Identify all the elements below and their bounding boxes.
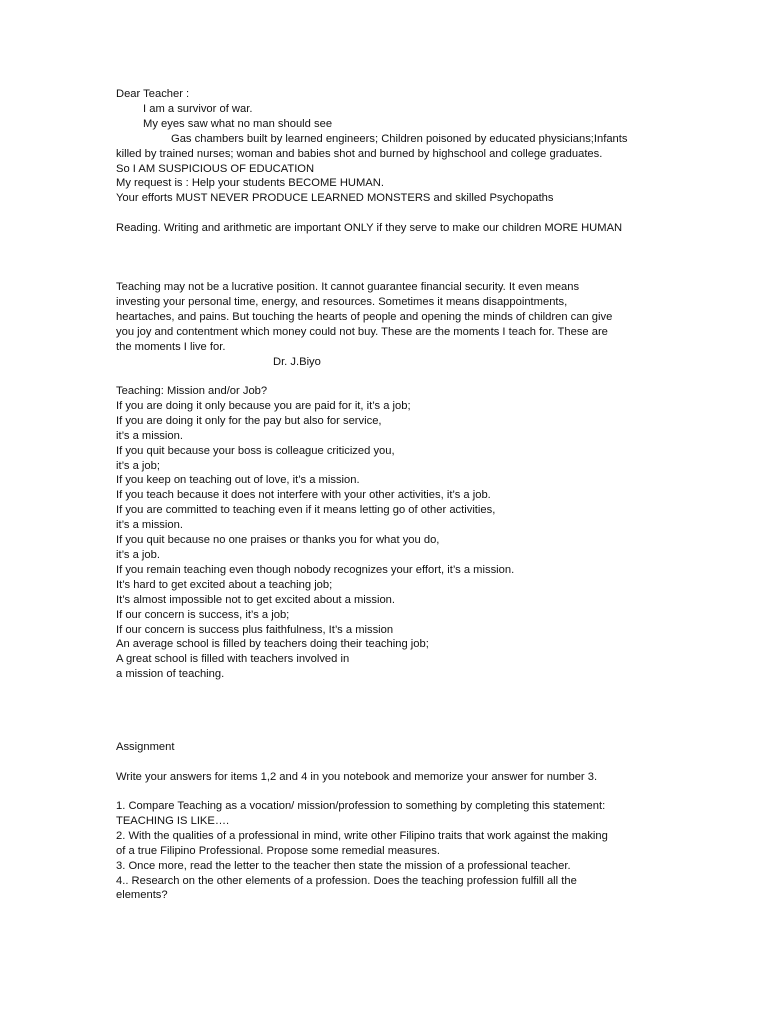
letter-section [116, 87, 656, 206]
letter-line: My request is : Help your students BECOME HUMAN. [116, 177, 384, 190]
mission-line: If you quit because your boss is colleague criticized you, [116, 444, 395, 457]
assignment-item: 4.. Research on the other elements of a profession. Does the teaching profession fulfill all the [116, 874, 577, 887]
assignment-section [116, 740, 656, 755]
mission-line: If our concern is success plus faithfulness, It’s a mission [116, 623, 394, 636]
mission-line: a mission of teaching. [116, 668, 225, 681]
assignment-items [116, 799, 656, 903]
quote-section [116, 280, 656, 369]
quote-line: Teaching may not be a lucrative position. It cannot guarantee financial security. It even means [116, 281, 580, 293]
mission-line: it’s a mission. [116, 519, 183, 532]
mission-section [116, 384, 656, 682]
mission-line: It’s hard to get excited about a teaching job; [116, 578, 333, 591]
mission-line: If you are committed to teaching even if it means letting go of other activities, [116, 504, 496, 517]
assignment-item: TEACHING IS LIKE…. [116, 814, 230, 827]
letter-salutation: Dear Teacher : [116, 88, 190, 100]
mission-line: it’s a job; [116, 459, 160, 472]
mission-line: An average school is filled by teachers doing their teaching job; [116, 638, 429, 651]
assignment-item: 3. Once more, read the letter to the teacher then state the mission of a professional teacher. [116, 859, 571, 872]
mission-line: If you are doing it only for the pay but also for service, [116, 414, 382, 427]
assignment-item: of a true Filipino Professional. Propose some remedial measures. [116, 844, 440, 857]
quote-line: investing your personal time, energy, and resources. Sometimes it means disappointments, [116, 295, 568, 308]
assignment-title: Assignment [116, 741, 175, 753]
mission-line: It’s almost impossible not to get excited about a mission. [116, 593, 395, 606]
letter-line: I am a survivor of war. [143, 102, 253, 115]
assignment-instruction: Write your answers for items 1,2 and 4 in you notebook and memorize your answer for number 3. [116, 771, 598, 783]
reading-statement [116, 221, 656, 236]
letter-line: killed by trained nurses; woman and babies shot and burned by highschool and college graduates. [116, 147, 603, 160]
mission-line: A great school is filled with teachers involved in [116, 653, 350, 666]
quote-author: Dr. J.Biyo [273, 355, 321, 368]
mission-line: If you quit because no one praises or thanks you for what you do, [116, 534, 440, 547]
assignment-item: 1. Compare Teaching as a vocation/ mission/profession to something by completing this statement: [116, 800, 606, 812]
letter-line: Gas chambers built by learned engineers; Children poisoned by educated physicians;Infants [171, 132, 628, 145]
assignment-instruction-block [116, 770, 656, 785]
mission-line: If our concern is success, it’s a job; [116, 608, 290, 621]
quote-line: heartaches, and pains. But touching the hearts of people and opening the minds of children can give [116, 310, 613, 323]
assignment-item: 2. With the qualities of a professional in mind, write other Filipino traits that work against the making [116, 829, 608, 842]
mission-line: If you are doing it only because you are paid for it, it’s a job; [116, 399, 411, 412]
mission-line: it’s a job. [116, 548, 160, 561]
assignment-item: elements? [116, 889, 168, 902]
mission-heading: Teaching: Mission and/or Job? [116, 385, 268, 397]
letter-line: My eyes saw what no man should see [143, 117, 333, 130]
letter-line: So I AM SUSPICIOUS OF EDUCATION [116, 162, 315, 175]
mission-line: If you remain teaching even though nobody recognizes your effort, it’s a mission. [116, 563, 515, 576]
quote-line: you joy and contentment which money could not buy. These are the moments I teach for. These are [116, 325, 608, 338]
mission-line: If you keep on teaching out of love, it’s a mission. [116, 474, 360, 487]
quote-line: the moments I live for. [116, 340, 226, 353]
mission-line: If you teach because it does not interfere with your other activities, it’s a job. [116, 489, 491, 502]
letter-line: Reading. Writing and arithmetic are important ONLY if they serve to make our children MORE HUMAN [116, 222, 623, 234]
letter-line: Your efforts MUST NEVER PRODUCE LEARNED MONSTERS and skilled Psychopaths [116, 192, 554, 205]
mission-line: it’s a mission. [116, 429, 183, 442]
